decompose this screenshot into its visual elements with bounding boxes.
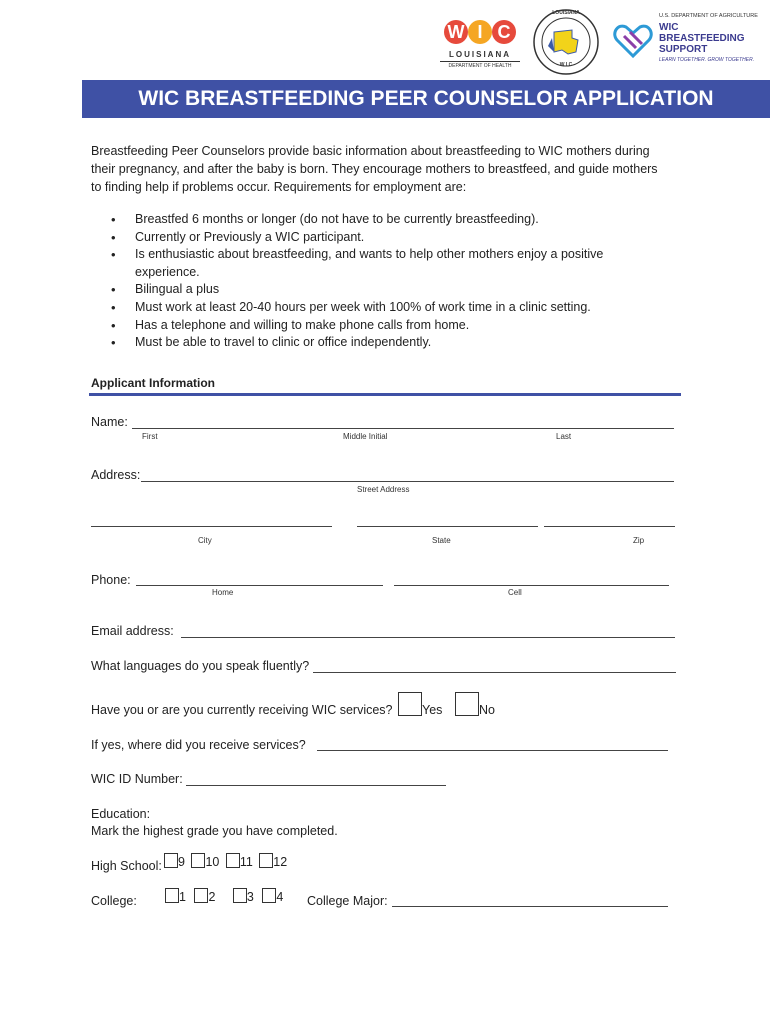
high-school-10-checkbox[interactable] — [191, 853, 205, 868]
cell-phone-caption: Cell — [508, 588, 522, 597]
name-first-caption: First — [142, 432, 158, 441]
section-rule — [89, 393, 681, 396]
zip-input[interactable] — [544, 526, 675, 527]
bf-tagline: LEARN TOGETHER. GROW TOGETHER. — [659, 57, 755, 63]
wic-id-label: WIC ID Number: — [91, 772, 183, 786]
address-label: Address: — [91, 468, 141, 482]
college-2-checkbox[interactable] — [194, 888, 208, 903]
section-heading: Applicant Information — [91, 376, 215, 390]
city-input[interactable] — [91, 526, 332, 527]
state-caption: State — [432, 536, 451, 545]
bf-title-3: SUPPORT — [659, 44, 708, 55]
city-caption: City — [198, 536, 212, 545]
email-label: Email address: — [91, 624, 174, 638]
list-item: • Breastfed 6 months or longer (do not have to be currently breastfeeding). — [108, 211, 655, 229]
where-input[interactable] — [317, 750, 668, 751]
zip-caption: Zip — [633, 536, 645, 545]
list-item: • Must be able to travel to clinic or office independently. — [108, 334, 655, 352]
list-item: • Must work at least 20-40 hours per week with 100% of work time in a clinic setting. — [108, 299, 655, 317]
usda-text: U.S. DEPARTMENT OF AGRICULTURE — [659, 13, 758, 19]
college-2-label: 2 — [208, 890, 216, 904]
home-phone-caption: Home — [212, 588, 234, 597]
seal-top-text: LOUISIANA — [552, 10, 580, 16]
seal-bottom-text: W I C — [559, 62, 573, 68]
college-major-input[interactable] — [392, 906, 668, 907]
college-1-checkbox[interactable] — [165, 888, 179, 903]
state-input[interactable] — [357, 526, 538, 527]
high-school-9-checkbox[interactable] — [164, 853, 178, 868]
high-school-10-label: 10 — [205, 855, 220, 869]
high-school-options — [164, 853, 287, 871]
languages-label: What languages do you speak fluently? — [91, 659, 310, 673]
college-3-checkbox[interactable] — [233, 888, 247, 903]
cell-phone-input[interactable] — [394, 585, 669, 586]
wic-services-yes-checkbox[interactable] — [398, 692, 422, 716]
college-major-label: College Major: — [307, 894, 388, 908]
phone-label: Phone: — [91, 573, 131, 587]
wic-services-yes-label: Yes — [422, 703, 443, 717]
name-label: Name: — [91, 415, 128, 429]
wic-dept-text: DEPARTMENT OF HEALTH — [440, 61, 520, 69]
email-input[interactable] — [181, 637, 675, 638]
street-address-caption: Street Address — [357, 485, 410, 494]
name-input[interactable] — [132, 428, 674, 429]
high-school-12-checkbox[interactable] — [259, 853, 273, 868]
name-middle-caption: Middle Initial — [343, 432, 388, 441]
college-1-label: 1 — [179, 890, 186, 904]
intro-line-2: their pregnancy, and after the baby is born. They encourage mothers to breastfeed, and guide mothers — [91, 162, 658, 176]
list-item: • Bilingual a plus — [108, 281, 655, 299]
languages-input[interactable] — [313, 672, 676, 673]
wic-id-input[interactable] — [186, 785, 446, 786]
wic-services-no-checkbox[interactable] — [455, 692, 479, 716]
wic-letter-i: I — [468, 20, 492, 44]
wic-state-text: LOUISIANA — [449, 50, 511, 59]
wic-letter-w: W — [444, 20, 468, 44]
requirements-list — [108, 211, 655, 352]
college-4-label: 4 — [276, 890, 284, 904]
home-phone-input[interactable] — [136, 585, 383, 586]
bf-title-1: WIC — [659, 22, 679, 33]
list-item: • Currently or Previously a WIC participant. — [108, 229, 655, 247]
high-school-11-label: 11 — [239, 855, 253, 869]
page-title: WIC BREASTFEEDING PEER COUNSELOR APPLICATION — [82, 80, 770, 118]
college-4-checkbox[interactable] — [262, 888, 276, 903]
heart-icon — [612, 22, 654, 60]
intro-line-1: Breastfeeding Peer Counselors provide basic information about breastfeeding to WIC mothers during — [91, 144, 650, 158]
education-label: Education: — [91, 807, 151, 821]
wic-letter-c: C — [492, 20, 516, 44]
where-label: If yes, where did you receive services? — [91, 738, 306, 752]
college-3-label: 3 — [246, 890, 254, 904]
college-options — [165, 888, 283, 906]
high-school-label: High School: — [91, 859, 162, 873]
college-label: College: — [91, 894, 137, 908]
intro-line-3: to finding help if problems occur. Requirements for employment are: — [91, 180, 467, 194]
high-school-12-label: 12 — [273, 855, 288, 869]
wic-services-label: Have you or are you currently receiving WIC services? — [91, 703, 393, 717]
education-instruction: Mark the highest grade you have completed. — [91, 824, 338, 838]
high-school-9-label: 9 — [178, 855, 185, 869]
wic-services-no-label: No — [479, 703, 495, 717]
bf-title-2: BREASTFEEDING — [659, 33, 745, 44]
list-item: • Is enthusiastic about breastfeeding, and wants to help other mothers enjoy a positive experience. — [108, 246, 635, 281]
street-address-input[interactable] — [141, 481, 674, 482]
name-last-caption: Last — [556, 432, 572, 441]
high-school-11-checkbox[interactable] — [226, 853, 240, 868]
list-item: • Has a telephone and willing to make phone calls from home. — [108, 317, 655, 335]
